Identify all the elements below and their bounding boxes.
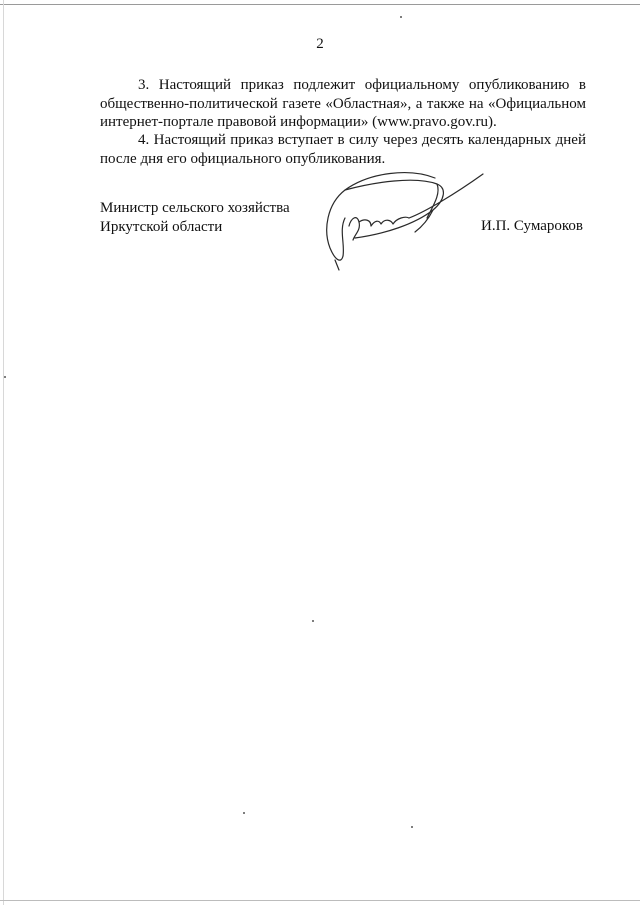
scan-speck	[411, 826, 413, 828]
signer-name: И.П. Сумароков	[481, 218, 584, 234]
scan-border-bottom	[0, 900, 640, 901]
signer-title	[100, 199, 290, 236]
scan-speck	[312, 620, 314, 622]
scan-speck	[4, 376, 6, 378]
paragraph-4: 4. Настоящий приказ вступает в силу через десять календарных дней после дня его официального опубликования.	[100, 132, 586, 167]
signer-title-line-2: Иркутской области	[100, 218, 223, 235]
scan-speck	[400, 16, 402, 18]
paragraph-3: 3. Настоящий приказ подлежит официальному опубликованию в общественно-политической газете «Областная», а также на «Официальном интернет-портале правовой информации» (www.pravo.gov.ru).	[100, 77, 586, 130]
signer-title-line-1: Министр сельского хозяйства	[100, 200, 290, 216]
scan-speck	[243, 812, 245, 814]
handwritten-signature	[315, 160, 490, 272]
page-number: 2	[316, 36, 324, 52]
scan-border-top	[0, 4, 640, 5]
scan-border-left	[3, 0, 4, 905]
